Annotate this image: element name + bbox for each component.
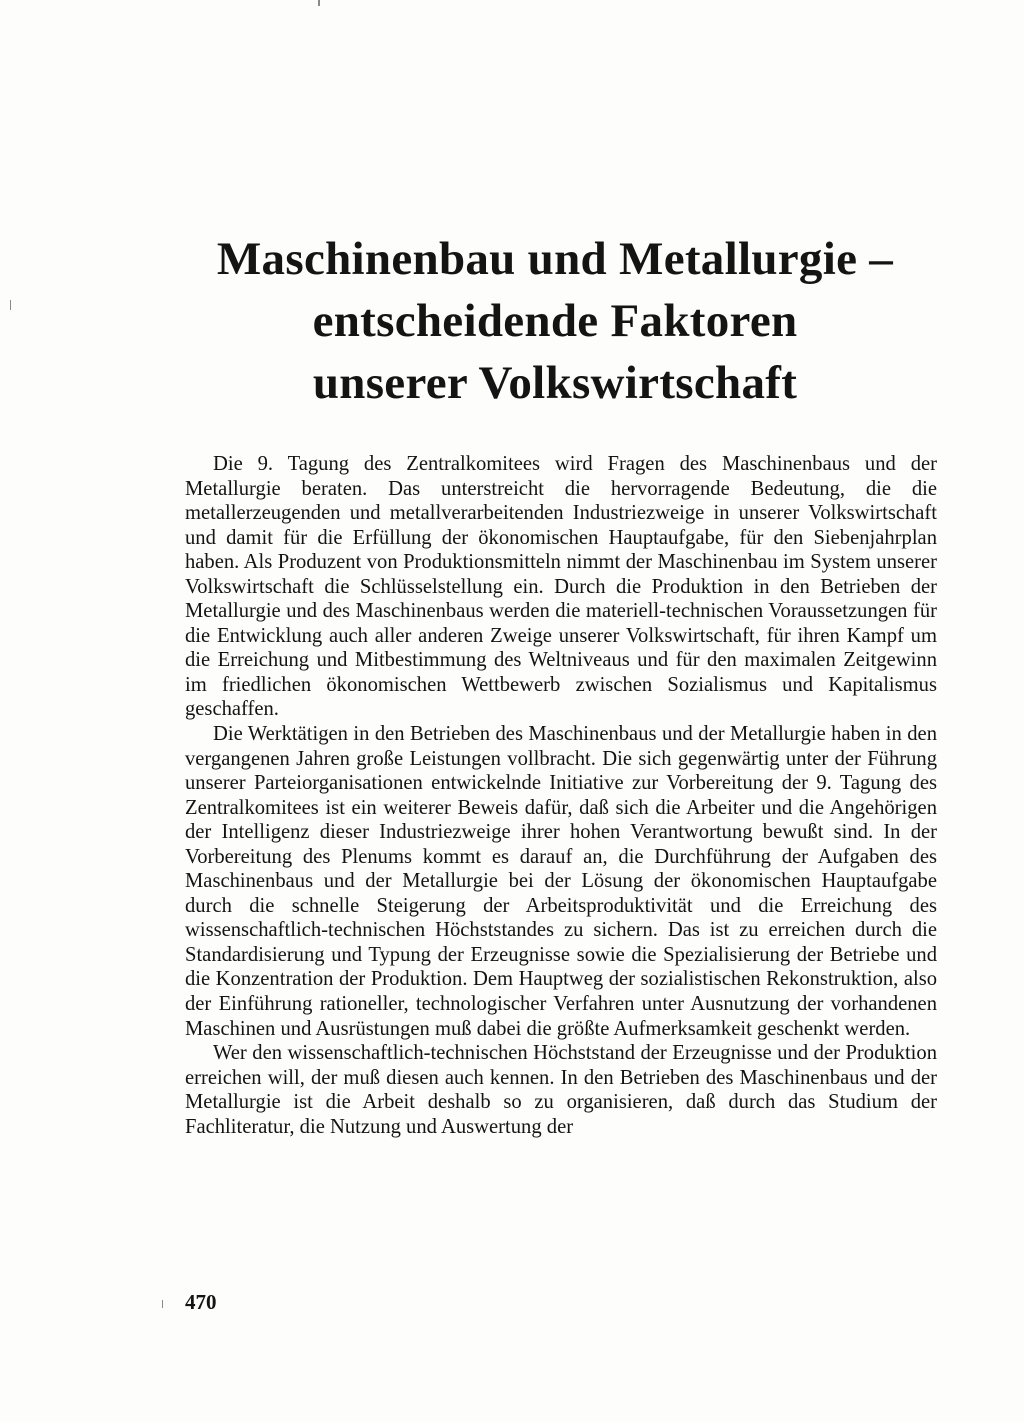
paragraph: Die Werktätigen in den Betrieben des Maschinenbaus und der Metallurgie haben in den vergangenen Jahren große Leistungen vollbracht. Die sich gegenwärtig unter der Führung unserer Parteiorganisationen entwickelnde Initiative zur Vorbereitung der 9. Tagung des Zentralkomitees ist ein weiterer Beweis dafür, daß sich die Arbeiter und die Angehörigen der Intelligenz dieser Industriezweige ihrer hohen Verantwortung bewußt sind. In der Vorbereitung des Plenums kommt es darauf an, die Durchführung der Aufgaben des Maschinenbaus und der Metallurgie bei der Lösung der ökonomischen Hauptaufgabe durch die schnelle Steigerung der Arbeitsproduktivität und die Erreichung des wissenschaftlich-technischen Höchststandes zu sichern. Das ist zu erreichen durch die Standardisierung und Typung der Erzeugnisse sowie die Spezialisierung der Betriebe und die Konzentration der Produktion. Dem Hauptweg der sozialistischen Rekonstruktion, also der Einführung rationeller, technologischer Verfahren unter Ausnutzung der vorhandenen Maschinen und Ausrüstungen muß dabei die größte Aufmerksamkeit geschenkt werden.: [185, 723, 937, 1040]
title-line: Maschinenbau und Metallurgie –: [216, 233, 894, 285]
chapter-title: [140, 228, 970, 414]
scan-mark-bottom: [162, 1300, 163, 1308]
body-text: [185, 452, 937, 1139]
scan-mark-top: [318, 0, 320, 6]
paragraph: Wer den wissenschaftlich-technischen Höchststand der Erzeugnisse und der Produktion erreichen will, der muß diesen auch kennen. In den Betrieben des Maschinenbaus und der Metallurgie ist die Arbeit deshalb so zu organisieren, daß durch das Studium der Fachliteratur, die Nutzung und Auswertung der: [185, 1042, 937, 1138]
title-line: entscheidende Faktoren: [312, 295, 798, 347]
title-line: unserer Volkswirtschaft: [312, 357, 798, 409]
page-number: 470: [185, 1290, 217, 1314]
paragraph: Die 9. Tagung des Zentralkomitees wird Fragen des Maschinenbaus und der Metallurgie beraten. Das unterstreicht die hervorragende Bedeutung, die die metallerzeugenden und metallverarbeitenden Industriezweige in unserer Volkswirtschaft und damit für die Erfüllung der ökonomischen Hauptaufgabe, für den Siebenjahrplan haben. Als Produzent von Produktionsmitteln nimmt der Maschinenbau im System unserer Volkswirtschaft die Schlüsselstellung ein. Durch die Produktion in den Betrieben der Metallurgie und des Maschinenbaus werden die materiell-technischen Voraussetzungen für die Entwicklung auch aller anderen Zweige unserer Volkswirtschaft, für ihren Kampf um die Erreichung und Mitbestimmung des Weltniveaus und für den maximalen Zeitgewinn im friedlichen ökonomischen Wettbewerb zwischen Sozialismus und Kapitalismus geschaffen.: [185, 453, 937, 721]
scan-mark-left: [10, 300, 11, 310]
